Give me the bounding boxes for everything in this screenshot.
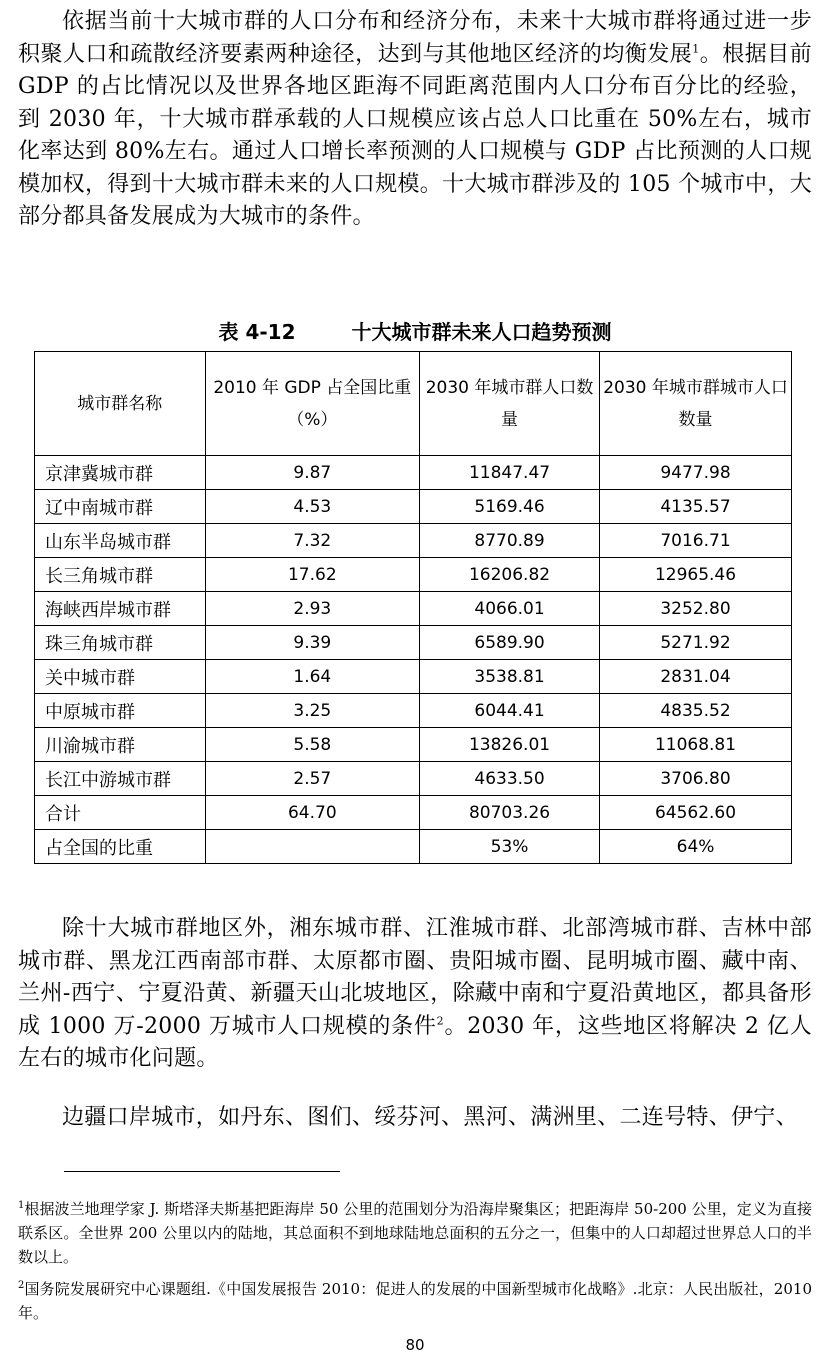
cell-value: 11847.47	[420, 456, 600, 490]
cell-value: 12965.46	[600, 558, 792, 592]
table-row	[35, 490, 792, 524]
cell-value: 64%	[600, 830, 792, 864]
footnote-separator	[64, 1171, 340, 1172]
cell-city-group: 合计	[35, 796, 206, 830]
cell-value: 3706.80	[600, 762, 792, 796]
table-row	[35, 524, 792, 558]
header-population-2030: 2030 年城市群人口数量	[420, 352, 600, 456]
cell-city-group: 京津冀城市群	[35, 456, 206, 490]
cell-value: 5.58	[205, 728, 419, 762]
table-row	[35, 830, 792, 864]
cell-value: 5169.46	[420, 490, 600, 524]
cell-city-group: 珠三角城市群	[35, 626, 206, 660]
body-paragraph-3	[18, 1102, 812, 1135]
cell-city-group: 占全国的比重	[35, 830, 206, 864]
cell-value: 8770.89	[420, 524, 600, 558]
table-row	[35, 558, 792, 592]
paragraph-text: 。根据目前 GDP 的占比情况以及世界各地区距海不同距离范围内人口分布百分比的经验，到 2030 年，十大城市群承载的人口规模应该占总人口比重在 50%左右，城市化率达到 80%左右。通过人口增长率预测的人口规模与 GDP 占比预测的人口规模加权，得到十大城市群未来的人口规模。十大城市群涉及的 105 个城市中，大部分都具备发展成为大城市的条件。	[18, 41, 812, 229]
cell-value: 64.70	[205, 796, 419, 830]
cell-value: 3538.81	[420, 660, 600, 694]
body-paragraph-2	[18, 913, 812, 1076]
paragraph-text: 依据当前十大城市群的人口分布和经济分布，未来十大城市群将通过进一步积聚人口和疏散经济要素两种途径，达到与其他地区经济的均衡发展	[18, 9, 812, 67]
cell-city-group: 川渝城市群	[35, 728, 206, 762]
table-row	[35, 626, 792, 660]
cell-value: 2.57	[205, 762, 419, 796]
footnote-1	[18, 1197, 812, 1269]
cell-city-group: 山东半岛城市群	[35, 524, 206, 558]
cell-value: 5271.92	[600, 626, 792, 660]
cell-value: 4135.57	[600, 490, 792, 524]
table-row	[35, 694, 792, 728]
cell-value: 3.25	[205, 694, 419, 728]
footnote-text: 根据波兰地理学家 J. 斯塔泽夫斯基把距海岸 50 公里的范围划分为沿海岸聚集区；把距海岸 50-200 公里，定义为直接联系区。全世界 200 公里以内的陆地，其总面积不到地球陆地总面积的五分之一，但集中的人口却超过世界总人口的半数以上。	[18, 1200, 812, 1266]
header-urban-population-2030: 2030 年城市群城市人口数量	[600, 352, 792, 456]
cell-value: 2831.04	[600, 660, 792, 694]
table-row	[35, 728, 792, 762]
cell-value: 2.93	[205, 592, 419, 626]
cell-city-group: 关中城市群	[35, 660, 206, 694]
cell-value: 9.39	[205, 626, 419, 660]
cell-value: 4066.01	[420, 592, 600, 626]
cell-value: 4633.50	[420, 762, 600, 796]
table-row	[35, 592, 792, 626]
table-header-row	[35, 352, 792, 456]
cell-city-group: 中原城市群	[35, 694, 206, 728]
cell-city-group: 辽中南城市群	[35, 490, 206, 524]
cell-value: 4.53	[205, 490, 419, 524]
cell-value: 16206.82	[420, 558, 600, 592]
table-row	[35, 456, 792, 490]
table-number: 表 4-12	[218, 320, 296, 344]
header-city-group: 城市群名称	[35, 352, 206, 456]
footnote-number: 1	[18, 1200, 25, 1211]
cell-value: 6044.41	[420, 694, 600, 728]
table-caption	[0, 316, 830, 345]
paragraph-text: 边疆口岸城市，如丹东、图们、绥芬河、黑河、满洲里、二连号特、伊宁、	[62, 1105, 798, 1130]
cell-city-group: 长江中游城市群	[35, 762, 206, 796]
cell-value	[205, 830, 419, 864]
header-gdp-share: 2010 年 GDP 占全国比重（%）	[205, 352, 419, 456]
table-row	[35, 796, 792, 830]
table-row	[35, 660, 792, 694]
footnote-2	[18, 1277, 812, 1325]
cell-value: 17.62	[205, 558, 419, 592]
footnote-ref-2[interactable]: 2	[436, 1014, 444, 1028]
cell-value: 7016.71	[600, 524, 792, 558]
table-title: 十大城市群未来人口趋势预测	[351, 320, 612, 344]
page-number: 80	[405, 1336, 425, 1354]
population-forecast-table	[34, 351, 792, 864]
cell-value: 9.87	[205, 456, 419, 490]
footnote-number: 2	[18, 1280, 25, 1291]
paragraph-text: 。2030 年，这些地区将解决 2 亿人左右的城市化问题。	[18, 1013, 812, 1071]
cell-value: 7.32	[205, 524, 419, 558]
cell-value: 64562.60	[600, 796, 792, 830]
cell-value: 9477.98	[600, 456, 792, 490]
cell-value: 6589.90	[420, 626, 600, 660]
cell-city-group: 长三角城市群	[35, 558, 206, 592]
footnote-ref-1[interactable]: 1	[692, 42, 700, 56]
cell-value: 80703.26	[420, 796, 600, 830]
body-paragraph-1	[18, 6, 812, 234]
cell-value: 11068.81	[600, 728, 792, 762]
cell-city-group: 海峡西岸城市群	[35, 592, 206, 626]
cell-value: 1.64	[205, 660, 419, 694]
footnote-text: 国务院发展研究中心课题组.《中国发展报告 2010：促进人的发展的中国新型城市化战略》.北京：人民出版社，2010 年。	[18, 1280, 812, 1322]
cell-value: 4835.52	[600, 694, 792, 728]
cell-value: 53%	[420, 830, 600, 864]
cell-value: 3252.80	[600, 592, 792, 626]
table-body	[35, 456, 792, 864]
cell-value: 13826.01	[420, 728, 600, 762]
table-row	[35, 762, 792, 796]
paragraph-text: 除十大城市群地区外，湘东城市群、江淮城市群、北部湾城市群、吉林中部城市群、黑龙江西南部市群、太原都市圈、贵阳城市圈、昆明城市圈、藏中南、兰州-西宁、宁夏沿黄、新疆天山北坡地区，除藏中南和宁夏沿黄地区，都具备形成 1000 万-2000 万城市人口规模的条件	[18, 916, 812, 1039]
